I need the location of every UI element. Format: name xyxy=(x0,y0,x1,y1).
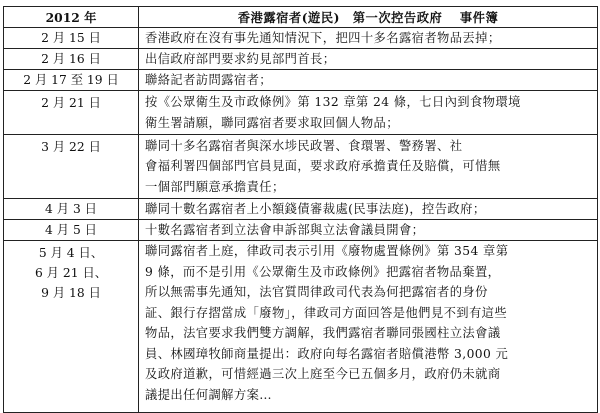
date-cell xyxy=(4,199,139,220)
event-line: 証、銀行存摺當成「廢物」，律政司方面回答是他們見不到有這些 xyxy=(145,305,508,320)
event-line: 及政府道歉，可惜經過三次上庭至今已五個多月，政府仍未就商 xyxy=(145,367,501,381)
date-line: 2 月 17 至 19 日 xyxy=(23,73,119,87)
event-line: 物品，法官要求我們雙方調解，我們露宿者聯同張國柱立法會議 xyxy=(145,326,501,340)
event-line: 衛生署請願，聯同露宿者要求取回個人物品； xyxy=(145,115,399,130)
event-line: 員、林國璋牧師商量提出：政府向每名露宿者賠償港幣 3,000 元 xyxy=(145,346,509,361)
event-line: 所以無需事先通知，法官質問律政司代表為何把露宿者的身份 xyxy=(145,285,488,299)
table-row xyxy=(4,28,598,49)
event-line: 議提出任何調解方案… xyxy=(145,387,272,402)
table-row xyxy=(4,70,598,91)
date-line: 5 月 4 日、 xyxy=(38,246,104,260)
date-cell xyxy=(4,28,139,49)
date-line: 4 月 5 日 xyxy=(45,223,97,237)
event-cell xyxy=(139,241,598,413)
event-cell xyxy=(139,49,598,70)
event-cell xyxy=(139,91,598,135)
event-cell xyxy=(139,220,598,241)
table-row xyxy=(4,220,598,241)
date-line: 9 月 18 日 xyxy=(41,286,101,300)
date-cell xyxy=(4,241,139,413)
table-row xyxy=(4,135,598,199)
year-header: 2012 年 xyxy=(4,7,139,28)
date-line: 2 月 15 日 xyxy=(41,31,101,45)
event-line: 按《公眾衛生及市政條例》第 132 章第 24 條，七日內到食物環境 xyxy=(145,95,521,109)
table-row xyxy=(4,91,598,135)
event-line: 聯同十數名露宿者上小額錢債審裁處(民事法庭)，控告政府； xyxy=(145,201,486,216)
event-cell xyxy=(139,199,598,220)
event-cell xyxy=(139,135,598,199)
table-header-row xyxy=(4,7,598,28)
event-line: 十數名露宿者到立法會申訴部與立法會議員開會； xyxy=(145,222,425,237)
table-title: 香港露宿者(遊民) 第一次控告政府 事件簿 xyxy=(139,7,598,28)
event-line: 香港政府在沒有事先通知情況下，把四十多名露宿者物品丟掉； xyxy=(145,30,501,45)
table-row xyxy=(4,241,598,413)
event-line: 聯同露宿者上庭，律政司表示引用《廢物處置條例》第 354 章第 xyxy=(145,244,509,258)
event-line: 聯同十多名露宿者與深水埗民政署、食環署、警務署、社 xyxy=(145,138,463,153)
table-row xyxy=(4,199,598,220)
events-table xyxy=(3,6,598,413)
event-line: 出信政府部門要求約見部門首長； xyxy=(145,51,336,66)
date-line: 6 月 21 日、 xyxy=(34,266,108,280)
date-cell xyxy=(4,49,139,70)
date-line: 2 月 16 日 xyxy=(41,52,101,66)
event-cell xyxy=(139,70,598,91)
event-line: 會福利署四個部門官員見面，要求政府承擔責任及賠償，可惜無 xyxy=(145,159,501,174)
event-line: 一個部門願意承擔責任； xyxy=(145,179,285,194)
event-cell xyxy=(139,28,598,49)
date-cell xyxy=(4,135,139,199)
date-line: 4 月 3 日 xyxy=(45,202,97,216)
date-line: 2 月 21 日 xyxy=(41,96,101,110)
date-cell xyxy=(4,91,139,135)
date-line: 3 月 22 日 xyxy=(41,140,101,154)
date-cell xyxy=(4,220,139,241)
event-line: 9 條，而不是引用《公眾衛生及市政條例》把露宿者物品棄置， xyxy=(145,264,501,279)
table-row xyxy=(4,49,598,70)
event-line: 聯絡記者訪問露宿者； xyxy=(145,72,272,87)
date-cell xyxy=(4,70,139,91)
